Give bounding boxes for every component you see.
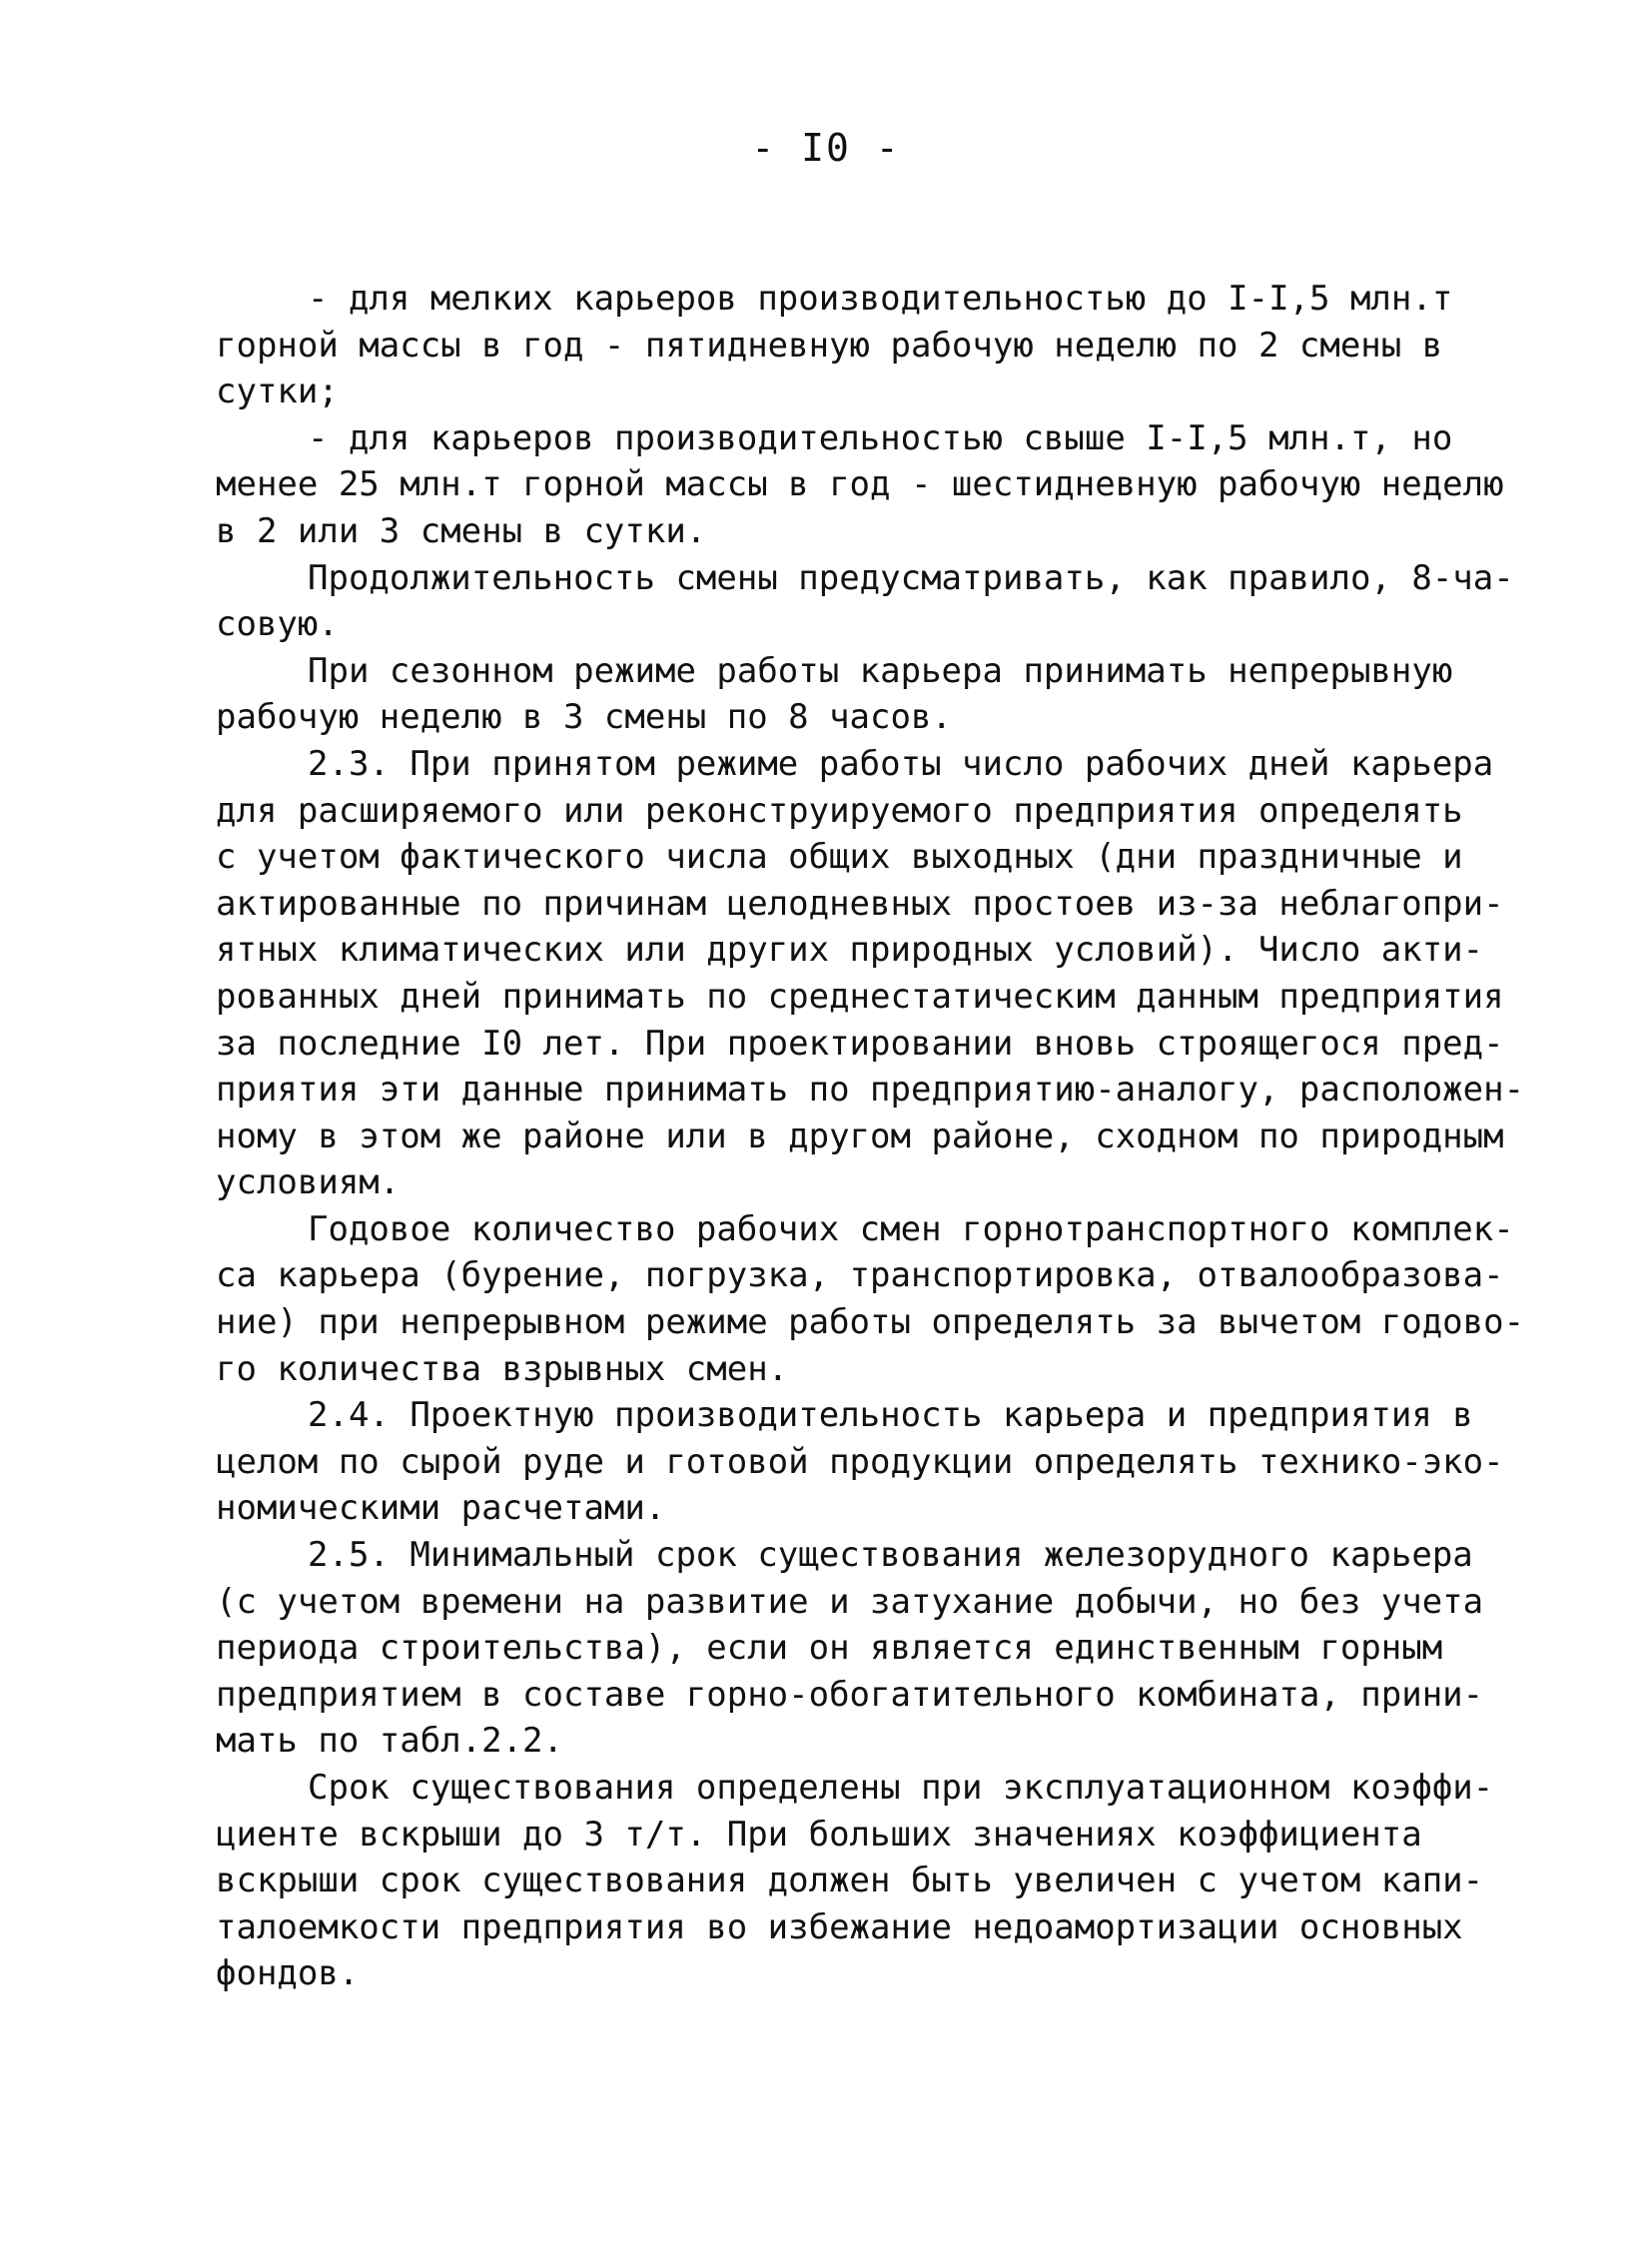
- text-line: - для карьеров производительностью свыше I-I,5 млн.т, но: [308, 417, 1453, 458]
- text-line: ятных климатических или других природных условий). Число акти-: [216, 930, 1484, 971]
- text-line: с учетом фактического числа общих выходных (дни праздничные и: [216, 837, 1463, 878]
- text-line: для расширяемого или реконструируемого предприятия определять: [216, 790, 1463, 831]
- text-line: мать по табл.2.2.: [216, 1721, 563, 1762]
- text-line: ние) при непрерывном режиме работы определять за вычетом годово-: [216, 1302, 1525, 1343]
- text-line: са карьера (бурение, погрузка, транспортировка, отвалообразова-: [216, 1255, 1504, 1296]
- text-line: Продолжительность смены предусматривать, как правило, 8-ча-: [308, 557, 1514, 598]
- text-line: в 2 или 3 смены в сутки.: [216, 510, 707, 551]
- text-line: циенте вскрыши до 3 т/т. При больших значениях коэффициента: [216, 1814, 1422, 1855]
- text-line: приятия эти данные принимать по предприятию-аналогу, расположен-: [216, 1070, 1525, 1111]
- text-line: вскрыши срок существования должен быть увеличен с учетом капи-: [216, 1861, 1484, 1901]
- text-line: Годовое количество рабочих смен горнотранспортного комплек-: [308, 1208, 1514, 1249]
- text-line: Срок существования определены при эксплуатационном коэффи-: [308, 1768, 1494, 1808]
- text-line: периода строительства), если он является единственным горным: [216, 1628, 1443, 1669]
- text-line: (с учетом времени на развитие и затухание добычи, но без учета: [216, 1581, 1484, 1622]
- text-line: рабочую неделю в 3 смены по 8 часов.: [216, 697, 952, 738]
- text-line: сутки;: [216, 372, 339, 412]
- page-number: - I0 -: [751, 126, 901, 170]
- body-text: [216, 276, 1525, 1997]
- text-line: целом по сырой руде и готовой продукции определять технико-эко-: [216, 1441, 1504, 1482]
- text-line: При сезонном режиме работы карьера принимать непрерывную: [308, 650, 1453, 691]
- text-line: условиям.: [216, 1162, 401, 1203]
- text-line: актированные по причинам целодневных простоев из-за неблагопри-: [216, 883, 1504, 924]
- text-line: горной массы в год - пятидневную рабочую неделю по 2 смены в: [216, 325, 1443, 366]
- text-line: 2.5. Минимальный срок существования железорудного карьера: [308, 1535, 1473, 1576]
- text-line: менее 25 млн.т горной массы в год - шестидневную рабочую неделю: [216, 464, 1504, 505]
- text-line: номическими расчетами.: [216, 1488, 666, 1529]
- text-line: рованных дней принимать по среднестатическим данным предприятия: [216, 976, 1504, 1017]
- text-line: предприятием в составе горно-обогатительного комбината, прини-: [216, 1674, 1484, 1715]
- text-line: 2.3. При принятом режиме работы число рабочих дней карьера: [308, 743, 1494, 784]
- text-line: ному в этом же районе или в другом районе, сходном по природным: [216, 1116, 1504, 1156]
- text-line: го количества взрывных смен.: [216, 1348, 789, 1389]
- text-line: совую.: [216, 604, 339, 645]
- text-line: за последние I0 лет. При проектировании вновь строящегося пред-: [216, 1023, 1504, 1064]
- text-line: фондов.: [216, 1953, 360, 1994]
- text-line: - для мелких карьеров производительностью до I-I,5 млн.т: [308, 279, 1453, 319]
- text-line: талоемкости предприятия во избежание недоамортизации основных: [216, 1906, 1463, 1947]
- text-line: 2.4. Проектную производительность карьера и предприятия в: [308, 1395, 1473, 1436]
